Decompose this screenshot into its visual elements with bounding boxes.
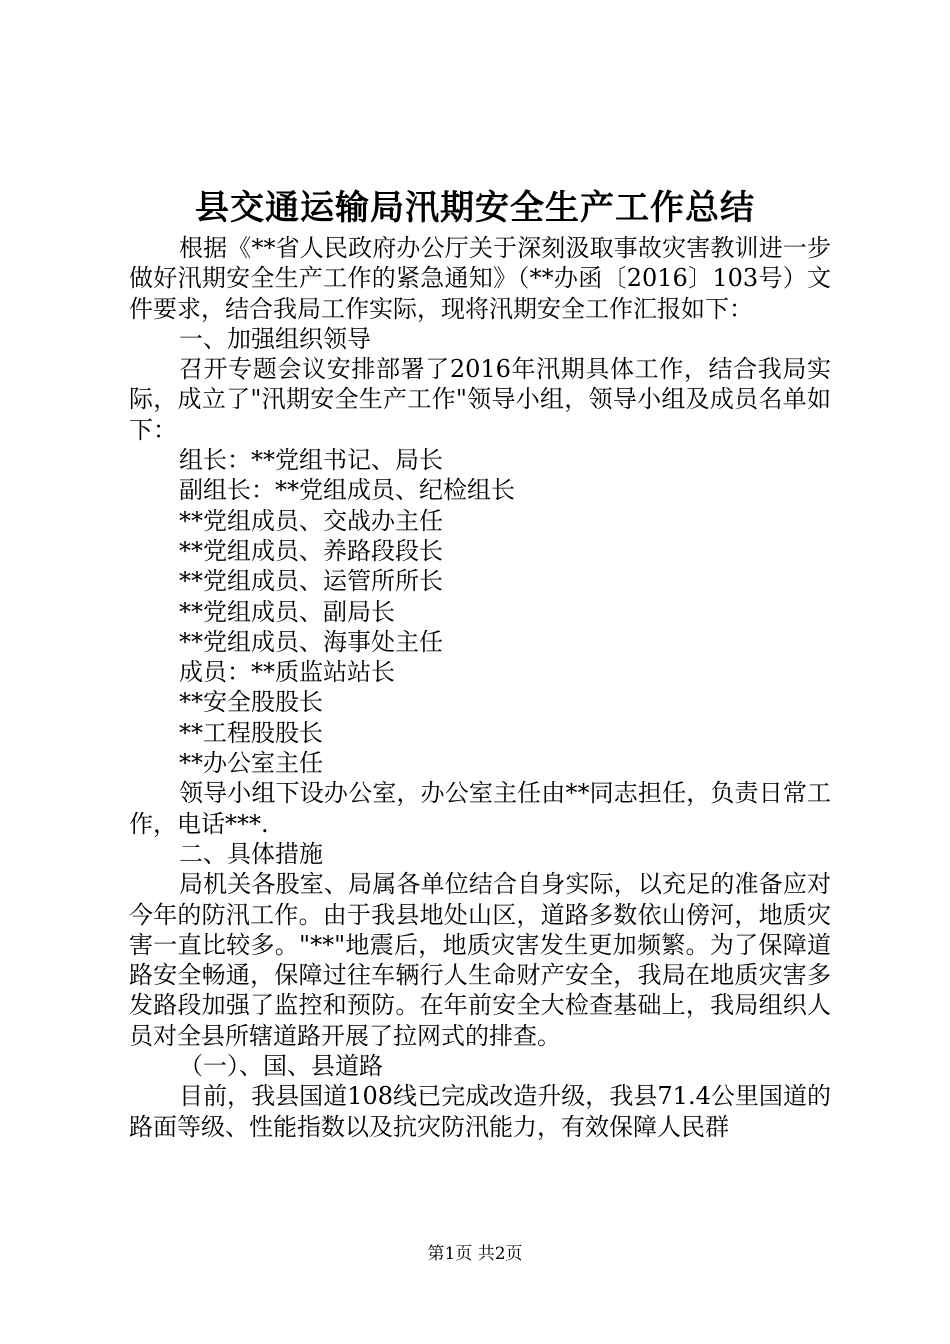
list-item: **党组成员、副局长: [179, 597, 395, 626]
list-item: 副组长：**党组成员、纪检组长: [179, 476, 515, 505]
document-body: [129, 233, 831, 1142]
list-item: **党组成员、交战办主任: [179, 506, 443, 535]
list-item: **党组成员、养路段段长: [179, 536, 443, 565]
list-item: **工程股股长: [179, 718, 323, 747]
list-item: 成员：**质监站站长: [179, 658, 395, 687]
paragraph-measures: 局机关各股室、局属各单位结合自身实际，以充足的准备应对今年的防汛工作。由于我县地处山区，道路多数依山傍河，地质灾害一直比较多。"**"地震后，地质灾害发生更加频繁。为了保障道路安全畅通，保障过往车辆行人生命财产安全，我局在地质灾害多发路段加强了监控和预防。在年前安全大检查基础上，我局组织人员对全县所辖道路开展了拉网式的排查。: [129, 870, 831, 1050]
list-item: **办公室主任: [179, 749, 323, 778]
subsection-heading-1: （一）、国、县道路: [179, 1052, 383, 1081]
list-item: **党组成员、运管所所长: [179, 567, 443, 596]
document-title: 县交通运输局汛期安全生产工作总结: [195, 188, 755, 228]
page-footer: 第1页 共2页: [427, 1244, 523, 1264]
list-item: **党组成员、海事处主任: [179, 627, 443, 656]
paragraph-office: 领导小组下设办公室，办公室主任由**同志担任，负责日常工作，电话***.: [129, 779, 831, 838]
paragraph-intro: 根据《**省人民政府办公厅关于深刻汲取事故灾害教训进一步做好汛期安全生产工作的紧急通知》（**办函〔2016〕103号）文件要求，结合我局工作实际，现将汛期安全工作汇报如下：: [129, 234, 831, 323]
list-item: **安全股股长: [179, 688, 323, 717]
section-heading-1: 一、加强组织领导: [179, 324, 371, 353]
list-item: 组长：**党组书记、局长: [179, 446, 443, 475]
paragraph-roads: 目前，我县国道108线已完成改造升级，我县71.4公里国道的路面等级、性能指数以及抗灾防汛能力，有效保障人民群: [129, 1082, 831, 1141]
paragraph-meeting: 召开专题会议安排部署了2016年汛期具体工作，结合我局实际，成立了"汛期安全生产工作"领导小组，领导小组及成员名单如下：: [129, 355, 831, 444]
section-heading-2: 二、具体措施: [179, 839, 323, 868]
